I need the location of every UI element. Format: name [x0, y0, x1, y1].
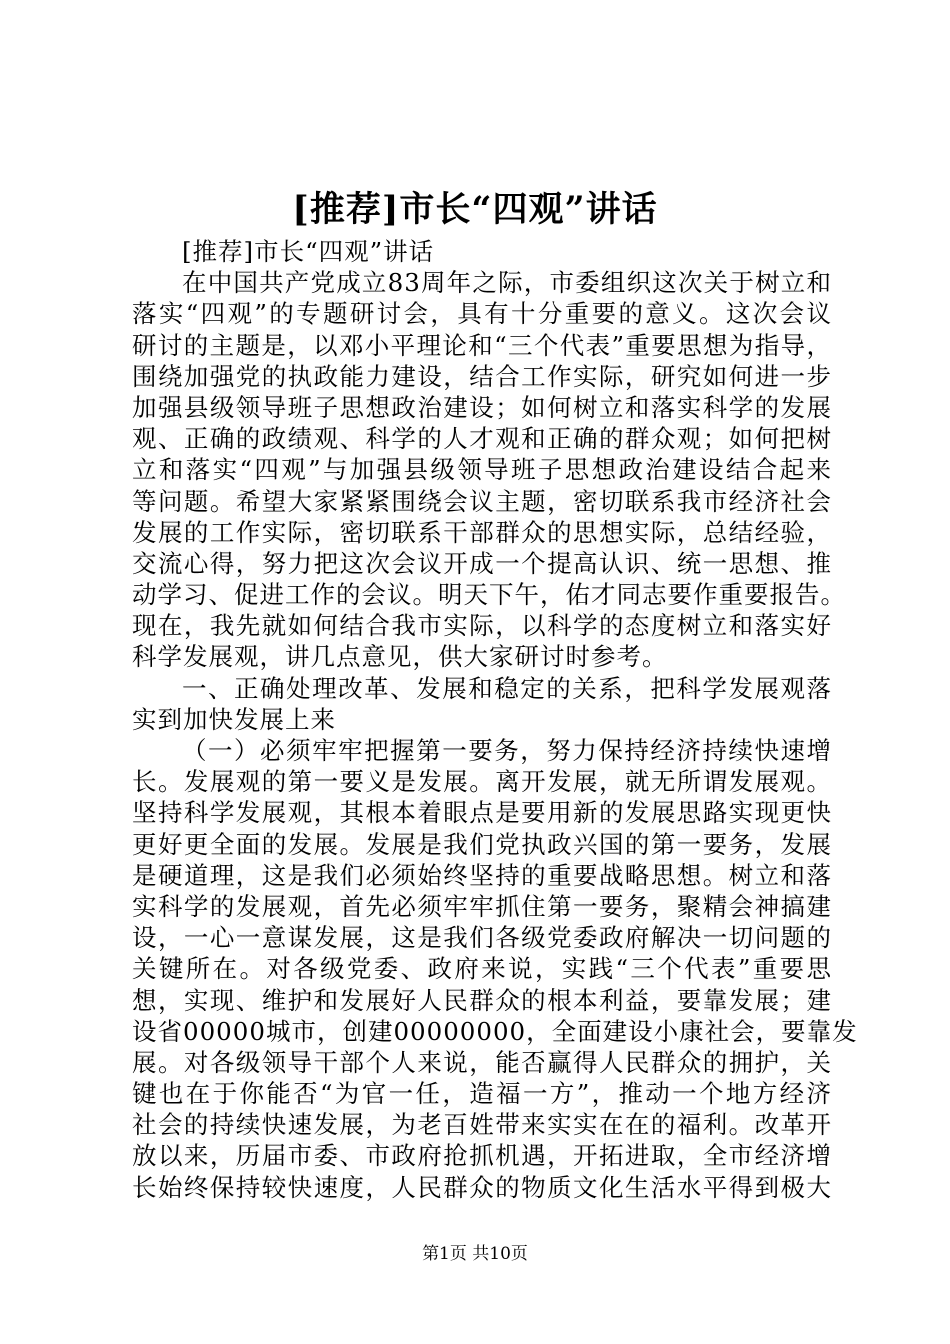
text-line: 动学习、促进工作的会议。明天下午，佑才同志要作重要报告。: [132, 580, 846, 610]
document-title: [推荐]市长“四观”讲话: [292, 189, 658, 230]
text-line: 立和落实“四观”与加强县级领导班子思想政治建设结合起来: [132, 455, 832, 485]
text-line: 围绕加强党的执政能力建设，结合工作实际，研究如何进一步: [132, 361, 832, 391]
text-line: （一）必须牢牢把握第一要务，努力保持经济持续快速增: [182, 736, 832, 765]
text-line: 观、正确的政绩观、科学的人才观和正确的群众观；如何把树: [132, 424, 832, 454]
text-line: 想，实现、维护和发展好人民群众的根本利益，要靠发展；建: [132, 985, 832, 1015]
text-line: 等问题。希望大家紧紧围绕会议主题，密切联系我市经济社会: [132, 486, 832, 516]
text-line: 科学发展观，讲几点意见，供大家研讨时参考。: [132, 642, 668, 672]
text-line: 展。对各级领导干部个人来说，能否赢得人民群众的拥护，关: [132, 1047, 832, 1077]
document-body: [132, 236, 858, 1203]
text-line: 实到加快发展上来: [132, 704, 336, 734]
text-line: 社会的持续快速发展，为老百姓带来实实在在的福利。改革开: [132, 1110, 832, 1140]
text-line: 落实“四观”的专题研讨会，具有十分重要的意义。这次会议: [132, 299, 832, 329]
text-line: 是硬道理，这是我们必须始终坚持的重要战略思想。树立和落: [132, 860, 832, 890]
text-line: 实科学的发展观，首先必须牢牢抓住第一要务，聚精会神搞建: [132, 891, 832, 921]
text-line: 键也在于你能否“为官一任，造福一方”，推动一个地方经济: [132, 1079, 832, 1109]
text-line: 设省00000城市，创建00000000，全面建设小康社会，要靠发: [132, 1016, 858, 1046]
text-line: 在中国共产党成立83周年之际，市委组织这次关于树立和: [182, 268, 832, 298]
text-line: 坚持科学发展观，其根本着眼点是要用新的发展思路实现更快: [132, 798, 832, 828]
text-line: 一、正确处理改革、发展和稳定的关系，把科学发展观落: [182, 673, 832, 703]
page-number-footer: 第1页 共10页: [422, 1244, 528, 1264]
text-line: 长。发展观的第一要义是发展。离开发展，就无所谓发展观。: [132, 767, 832, 797]
text-line: 更好更全面的发展。发展是我们党执政兴国的第一要务，发展: [132, 829, 832, 859]
text-line: 现在，我先就如何结合我市实际，以科学的态度树立和落实好: [132, 611, 832, 641]
text-line: 研讨的主题是，以邓小平理论和“三个代表”重要思想为指导，: [132, 330, 832, 360]
text-line: 长始终保持较快速度，人民群众的物质文化生活水平得到极大: [132, 1172, 832, 1202]
text-line: 关键所在。对各级党委、政府来说，实践“三个代表”重要思: [132, 954, 832, 984]
text-line: 交流心得，努力把这次会议开成一个提高认识、统一思想、推: [132, 548, 832, 578]
text-line: [推荐]市长“四观”讲话: [182, 237, 435, 266]
text-line: 放以来，历届市委、市政府抢抓机遇，开拓进取，全市经济增: [132, 1141, 832, 1171]
text-line: 加强县级领导班子思想政治建设；如何树立和落实科学的发展: [132, 392, 832, 422]
text-line: 设，一心一意谋发展，这是我们各级党委政府解决一切问题的: [132, 923, 832, 953]
text-line: 发展的工作实际，密切联系干部群众的思想实际，总结经验，: [132, 517, 832, 547]
